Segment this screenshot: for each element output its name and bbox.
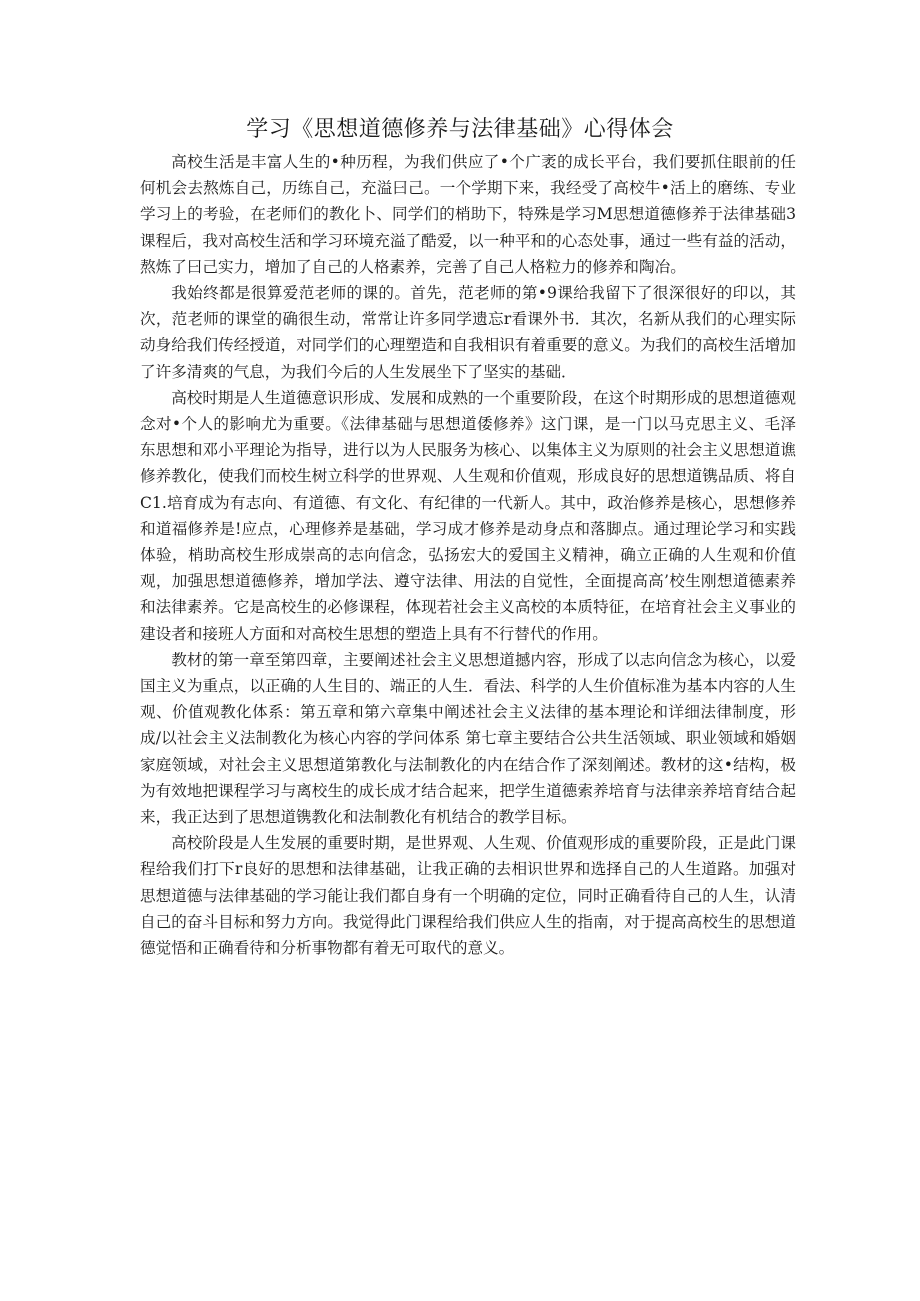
paragraph: 高校阶段是人生发展的重要时期，是世界观、人生观、价值观形成的重要阶段，正是此门课程给我们打下r良好的思想和法律基础，让我正确的去相识世界和选择自己的人生道路。加强对思想道德与法律基础的学习能让我们都自身有一个明确的定位，同时正确看待自己的人生，认清自己的奋斗目标和努力方向。我觉得此门课程给我们供应人生的指南，对于提高高校生的思想道德觉悟和正确看待和分析事物都有着无可取代的意义。 xyxy=(140,834,796,958)
document-title: 学习《思想道德修养与法律基础》心得体会 xyxy=(246,117,674,142)
paragraph: 教材的第一章至第四章，主要阐述社会主义思想道撼内容，形成了以志向信念为核心，以爱国主义为重点，以正确的人生目的、端正的人生．看法、科学的人生价值标准为基本内容的人生观、价值观教化体系：第五章和第六章集中阐述社会主义法律的基本理论和详细法律制度，形成/以社会主义法制教化为核心内容的学问体系 第七章主要结合公共生活领域、职业领域和婚姻家庭领域，对社会主义思想道第教化与法制教化的内在结合作了深刻阐述。教材的这•结构，极为有效地把课程学习与离校生的成长成才结合起来，把学生道德索养培育与法律亲养培育结合起来，我正达到了思想道镌教化和法制教化有机结合的教学目标。 xyxy=(140,650,796,827)
document-body xyxy=(140,149,796,961)
paragraph: 高校生活是丰富人生的•种历程，为我们供应了•个广袤的成长平台，我们要抓住眼前的任何机会去熬炼自己，历练自己，充溢曰己。一个学期下来，我经受了高校牛•活上的磨练、专业学习上的考验，在老师们的教化卜、同学们的梢助下，特殊是学习M思想道德修养于法律基础3课程后，我对高校生活和学习环境充溢了酷爱，以一种平和的心态处事，通过一些有益的活动，熬炼了曰己实力，增加了自己的人格素养，完善了自己人格粒力的修养和陶冶。 xyxy=(140,153,796,276)
paragraph: 高校时期是人生道德意识形成、发展和成熟的一个重要阶段，在这个时期形成的思想道德观念对•个人的影响尤为重要。《法律基础与思想道倭修养》这门课，是一门以马克思主义、毛泽东思想和邓小平理论为指导，进行以为人民服务为核心、以集体主义为原则的社会主义思想道谯修养教化，使我们而校生树立科学的世界观、人生观和价值观，形成良好的思想道镌品质、将自C1.培育成为有志向、有道德、有文化、有纪律的一代新人。其中，政治修养是核心，思想修养和道福修养是!应点，心理修养是基础，学习成才修养是动身点和落脚点。通过理论学习和实践体验，梢助高校生形成崇高的志向信念，弘扬宏大的爱国主义精神，确立正确的人生观和价值观，加强思想道德修养，增加学法、遵守法律、用法的自觉性，全面提高高’校生刚想道德素养和法律素养。它是高校生的必修课程，体现若社会主义高校的本质特征，在培育社会主义事业的建设者和接班人方面和对高校生思想的塑造上具有不行替代的作用。 xyxy=(140,388,796,643)
paragraph: 我始终都是很算爱范老师的课的。首先，范老师的第•9课给我留下了很深很好的印以，其次，范老师的课堂的确很生动，常常让许多同学遗忘r看课外书．其次，名新从我们的心理实际动身给我们传经授道，对同学们的心理塑造和自我相识有着重要的意义。为我们的高校生活增加了许多清爽的气息，为我们今后的人生发展坐下了坚实的基础． xyxy=(140,284,796,381)
